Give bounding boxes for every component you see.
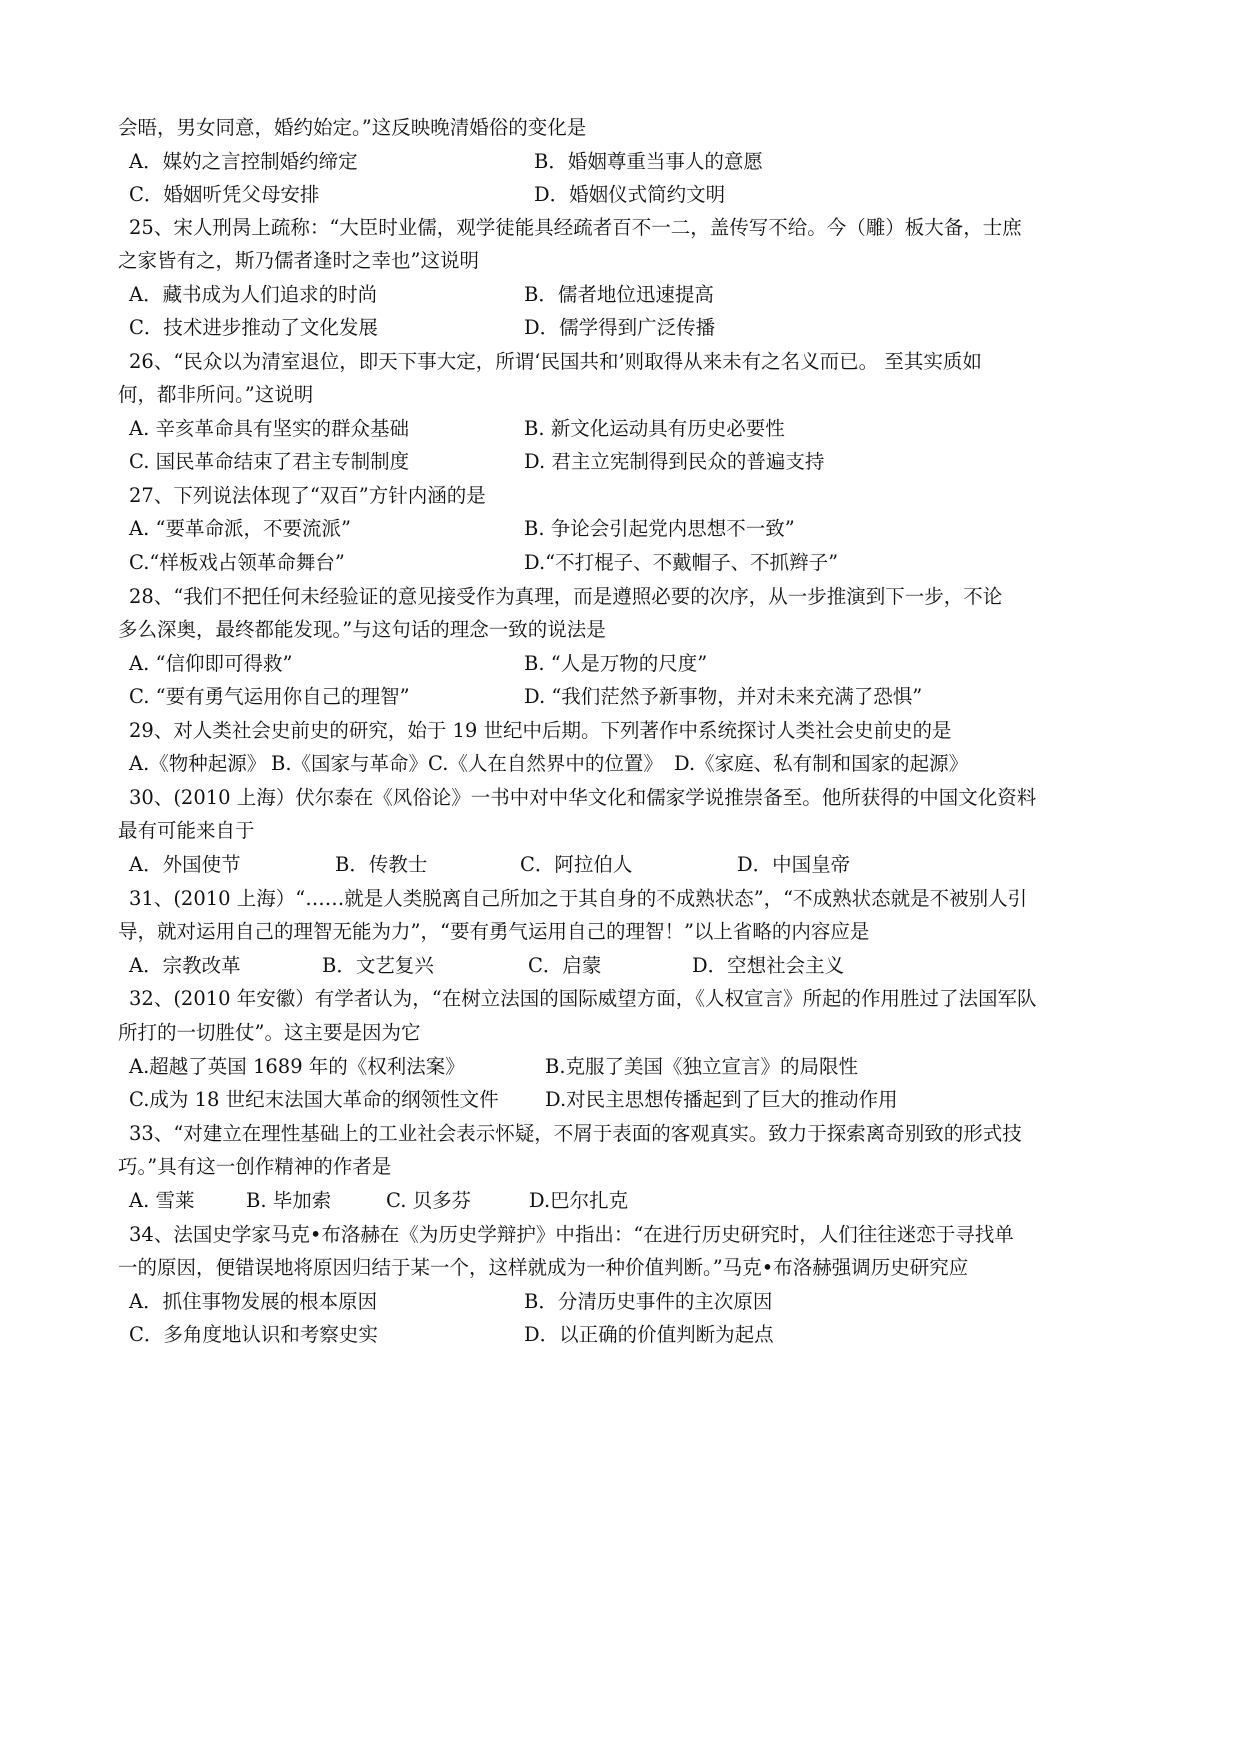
q34-option-b: B．分清历史事件的主次原因 bbox=[524, 1290, 773, 1313]
q32-option-a: A.超越了英国 1689 年的《权利法案》 bbox=[129, 1055, 465, 1078]
q31-option-b: B．文艺复兴 bbox=[322, 954, 434, 977]
q26-stem-line2: 何，都非所问。”这说明 bbox=[118, 383, 314, 406]
q30-option-d: D．中国皇帝 bbox=[737, 853, 851, 876]
q24-option-a: A．媒妁之言控制婚约缔定 bbox=[129, 150, 358, 173]
q33-option-b: B. 毕加索 bbox=[246, 1189, 332, 1212]
q32-option-d: D.对民主思想传播起到了巨大的推动作用 bbox=[545, 1088, 898, 1111]
q24-option-c: C．婚姻听凭父母安排 bbox=[129, 183, 320, 206]
q28-stem-line1: 28、“我们不把任何未经验证的意见接受作为真理，而是遵照必要的次序，从一步推演到下一步，不论 bbox=[129, 585, 1003, 608]
q32-stem-line2: 所打的一切胜仗”。这主要是因为它 bbox=[118, 1021, 421, 1044]
q25-stem-line1: 25、宋人刑昺上疏称：“大臣时业儒，观学徒能具经疏者百不一二，盖传写不给。今（雕）板大备，士庶 bbox=[129, 216, 1022, 239]
q31-option-c: C．启蒙 bbox=[528, 954, 602, 977]
q27-option-b: B. 争论会引起党内思想不一致” bbox=[524, 517, 795, 540]
q28-option-a: A. “信仰即可得救” bbox=[129, 652, 293, 675]
q31-option-d: D．空想社会主义 bbox=[692, 954, 845, 977]
q27-option-c: C.“样板戏占领革命舞台” bbox=[129, 551, 345, 574]
q34-option-c: C．多角度地认识和考察史实 bbox=[129, 1323, 378, 1346]
q25-option-a: A．藏书成为人们追求的时尚 bbox=[129, 283, 378, 306]
q33-stem-line2: 巧。”具有这一创作精神的作者是 bbox=[118, 1155, 392, 1178]
q26-stem-line1: 26、“民众以为清室退位，即天下事大定，所谓‘民国共和’则取得从来未有之名义而已。 至其实质如 bbox=[129, 350, 982, 373]
q31-stem-line1: 31、(2010 上海）“……就是人类脱离自己所加之于其自身的不成熟状态”，“不成熟状态就是不被别人引 bbox=[129, 887, 1028, 910]
q29-option-b: B.《国家与革命》 bbox=[271, 752, 429, 775]
q33-option-c: C. 贝多芬 bbox=[386, 1189, 472, 1212]
q30-option-b: B．传教士 bbox=[335, 853, 428, 876]
q27-option-a: A. “要革命派，不要流派” bbox=[129, 517, 351, 540]
q24-option-d: D．婚姻仪式简约文明 bbox=[534, 183, 726, 206]
q33-option-a: A. 雪莱 bbox=[129, 1189, 195, 1212]
q29-option-a: A.《物种起源》 bbox=[129, 752, 267, 775]
q29-stem-line1: 29、对人类社会史前史的研究，始于 19 世纪中后期。下列著作中系统探讨人类社会史前史的是 bbox=[129, 719, 952, 742]
q34-stem-line1: 34、法国史学家马克•布洛赫在《为历史学辩护》中指出：“在进行历史研究时，人们往往迷恋于寻找单 bbox=[129, 1223, 1014, 1246]
q26-option-b: B. 新文化运动具有历史必要性 bbox=[524, 417, 785, 440]
q31-option-a: A．宗教改革 bbox=[129, 954, 241, 977]
q28-stem-line2: 多么深奥，最终都能发现。”与这句话的理念一致的说法是 bbox=[118, 618, 606, 641]
q28-option-c: C. “要有勇气运用你自己的理智” bbox=[129, 685, 410, 708]
q31-stem-line2: 导，就对运用自己的理智无能为力”，“要有勇气运用自己的理智！”以上省略的内容应是 bbox=[118, 920, 870, 943]
q30-option-c: C．阿拉伯人 bbox=[520, 853, 633, 876]
q26-option-a: A. 辛亥革命具有坚实的群众基础 bbox=[129, 417, 409, 440]
q32-stem-line1: 32、(2010 年安徽）有学者认为，“在树立法国的国际威望方面，《人权宣言》所起的作用胜过了法国军队 bbox=[129, 987, 1037, 1010]
q30-stem-line1: 30、(2010 上海）伏尔泰在《风俗论》一书中对中华文化和儒家学说推崇备至。他所获得的中国文化资料 bbox=[129, 786, 1037, 809]
q34-stem-line2: 一的原因，便错误地将原因归结于某一个，这样就成为一种价值判断。”马克•布洛赫强调历史研究应 bbox=[118, 1256, 969, 1279]
q33-option-d: D.巴尔扎克 bbox=[529, 1189, 629, 1212]
q32-option-b: B.克服了美国《独立宣言》的局限性 bbox=[545, 1055, 859, 1078]
q30-stem-line2: 最有可能来自于 bbox=[118, 819, 255, 842]
q30-option-a: A．外国使节 bbox=[129, 853, 241, 876]
q25-option-c: C．技术进步推动了文化发展 bbox=[129, 316, 378, 339]
q25-option-b: B．儒者地位迅速提高 bbox=[524, 283, 714, 306]
q24-option-b: B．婚姻尊重当事人的意愿 bbox=[534, 150, 763, 173]
q27-stem-line1: 27、下列说法体现了“双百”方针内涵的是 bbox=[129, 484, 486, 507]
q28-option-b: B. “人是万物的尺度” bbox=[524, 652, 708, 675]
q25-stem-line2: 之家皆有之，斯乃儒者逢时之幸也”这说明 bbox=[118, 249, 479, 272]
q26-option-c: C. 国民革命结束了君主专制制度 bbox=[129, 450, 410, 473]
q29-option-d: D.《家庭、私有制和国家的起源》 bbox=[674, 752, 969, 775]
q25-option-d: D．儒学得到广泛传播 bbox=[524, 316, 716, 339]
q32-option-c: C.成为 18 世纪末法国大革命的纲领性文件 bbox=[129, 1088, 499, 1111]
q34-option-d: D．以正确的价值判断为起点 bbox=[524, 1323, 774, 1346]
q33-stem-line1: 33、“对建立在理性基础上的工业社会表示怀疑，不屑于表面的客观真实。致力于探索离奇别致的形式技 bbox=[129, 1122, 1022, 1145]
q24-stem-tail: 会晤，男女同意，婚约始定。”这反映晚清婚俗的变化是 bbox=[118, 116, 587, 139]
q29-option-c: C.《人在自然界中的位置》 bbox=[428, 752, 663, 775]
q27-option-d: D.“不打棍子、不戴帽子、不抓辫子” bbox=[524, 551, 839, 574]
q26-option-d: D. 君主立宪制得到民众的普遍支持 bbox=[524, 450, 825, 473]
q34-option-a: A．抓住事物发展的根本原因 bbox=[129, 1290, 378, 1313]
q28-option-d: D. “我们茫然予新事物，并对未来充满了恐惧” bbox=[524, 685, 923, 708]
